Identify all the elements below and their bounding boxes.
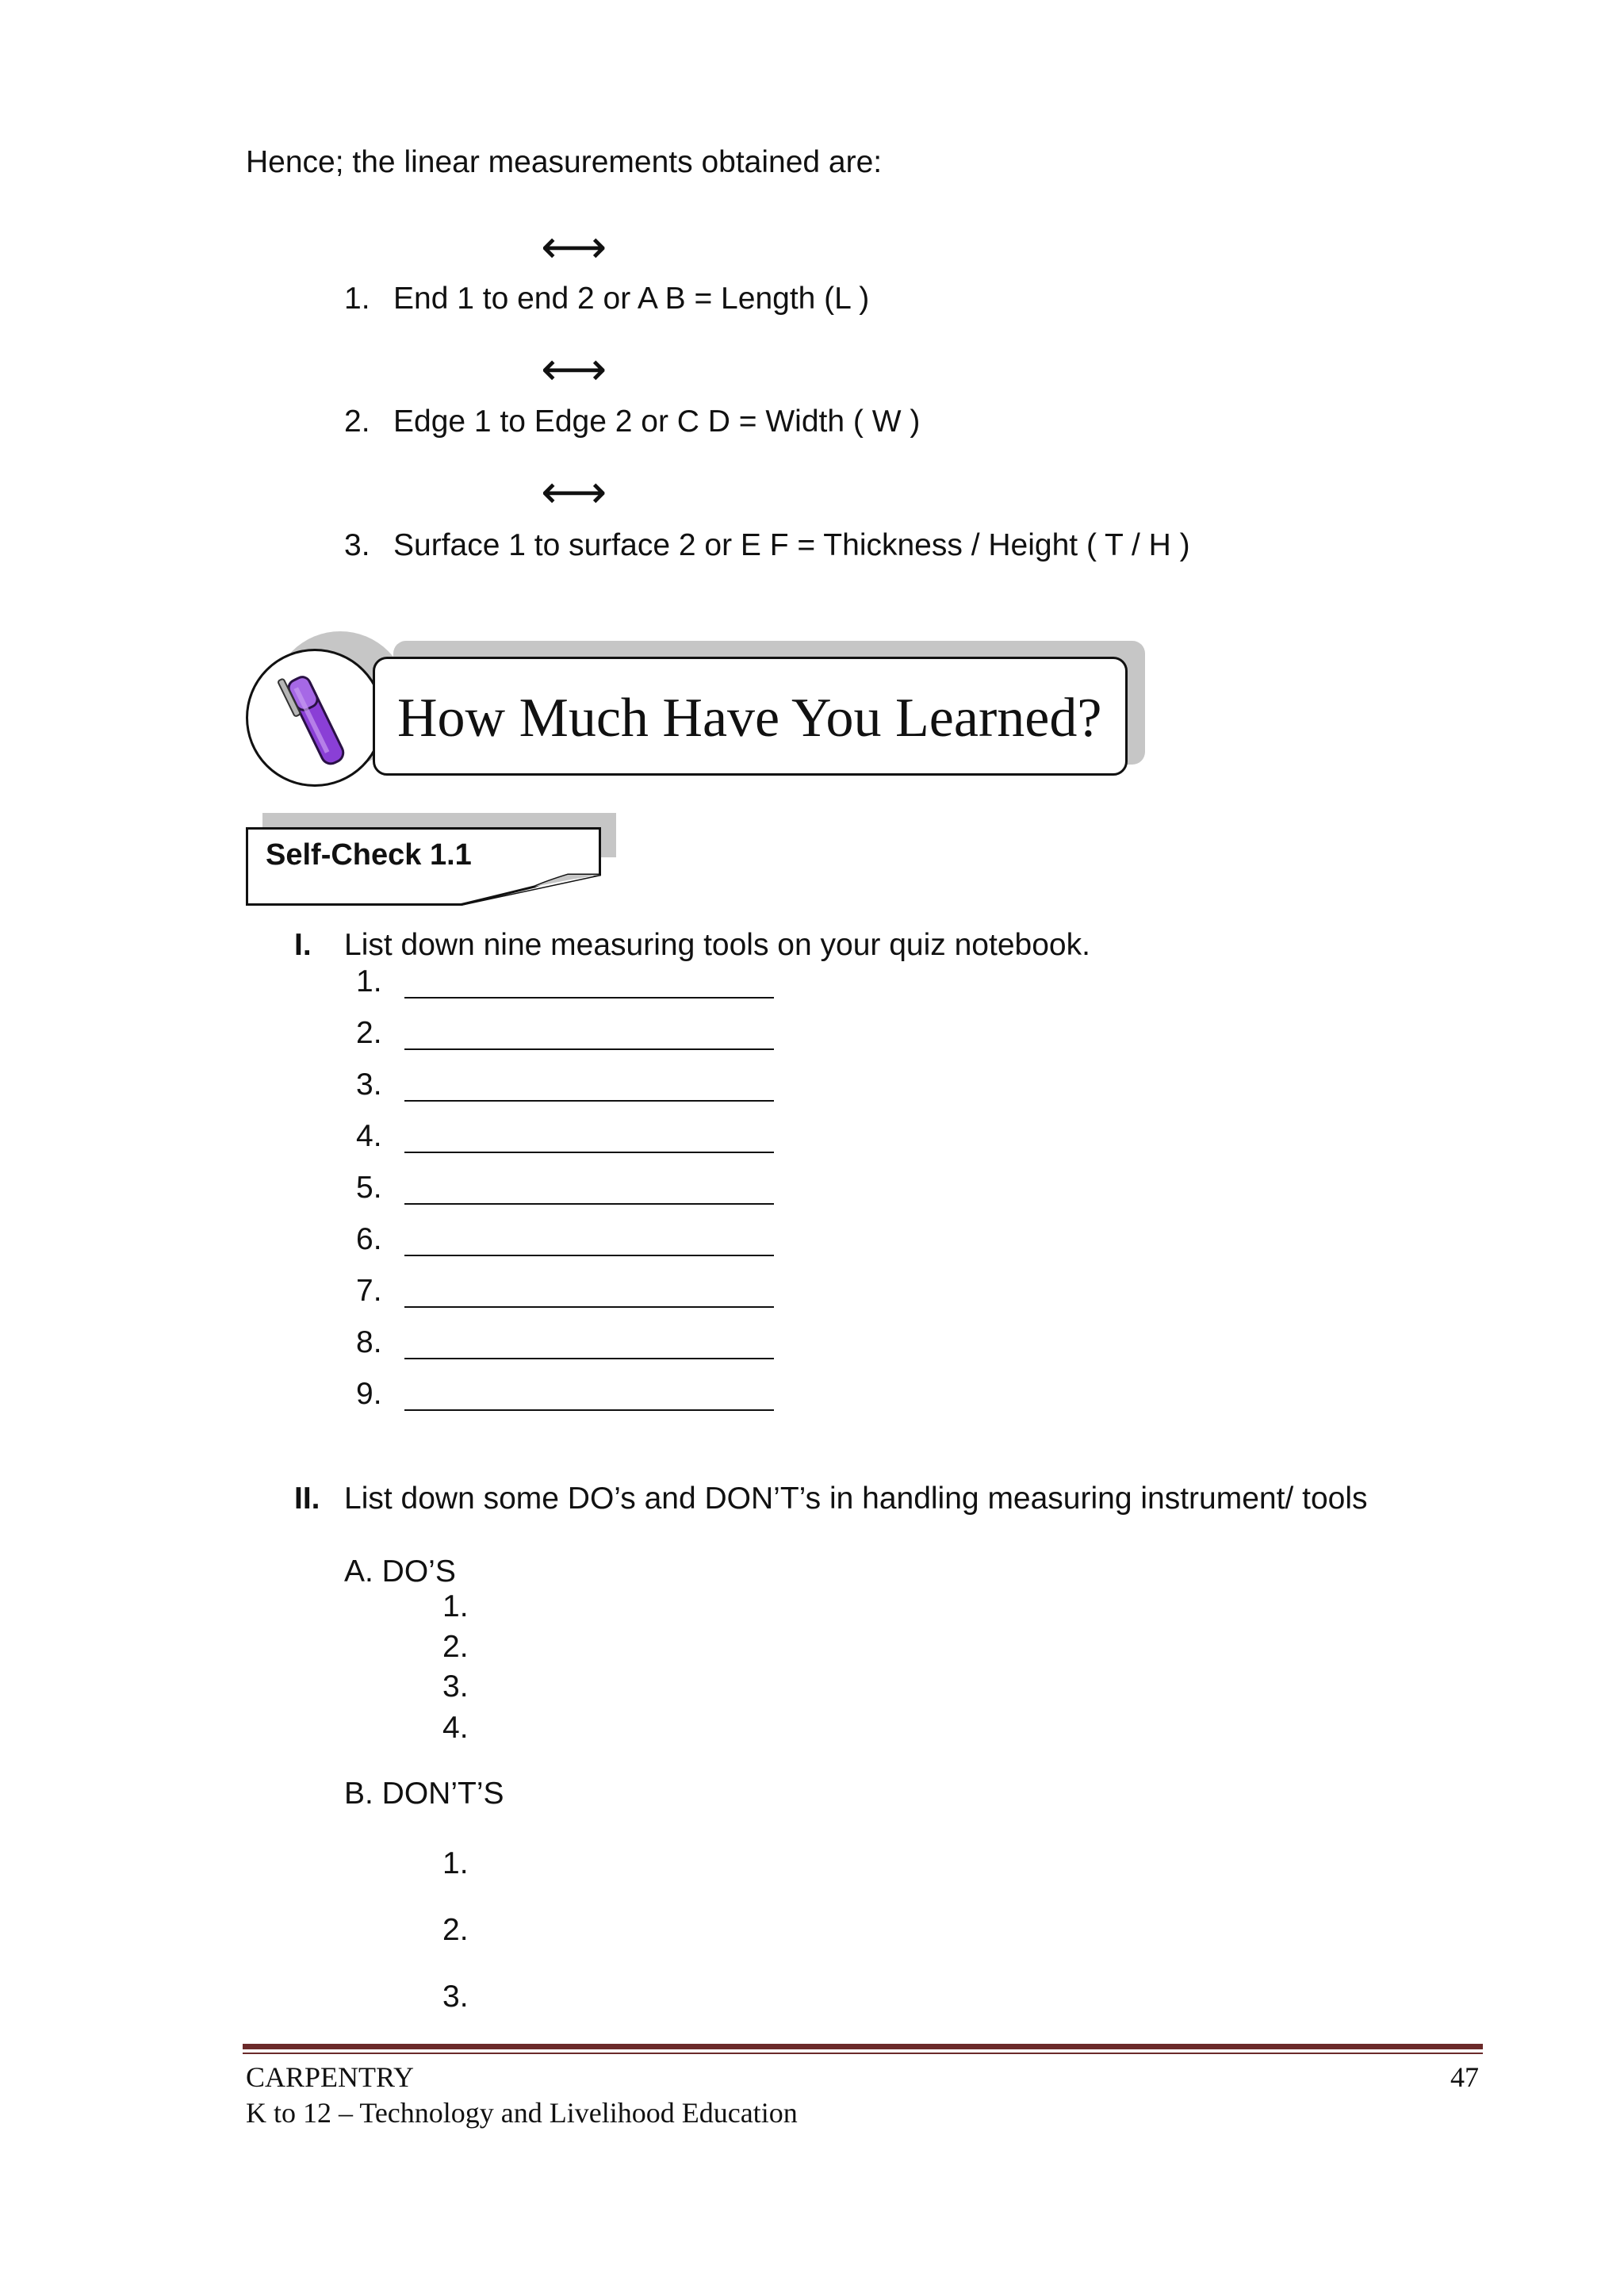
answer-blank[interactable] [404, 1306, 774, 1308]
double-arrow-icon: ⟷ [541, 465, 607, 519]
list-item-number: 7. [356, 1274, 382, 1308]
part-2-roman: II. [294, 1481, 320, 1516]
answer-blank[interactable] [404, 1100, 774, 1102]
dos-item: 2. [442, 1630, 469, 1664]
banner-title-box [373, 657, 1128, 776]
list-item-number: 8. [356, 1325, 382, 1359]
list-item-number: 9. [356, 1377, 382, 1411]
self-check-tab [246, 813, 626, 908]
dos-item: 1. [442, 1589, 469, 1623]
answer-blank[interactable] [404, 1409, 774, 1411]
banner-title: How Much Have You Learned? [397, 688, 1102, 749]
dos-item: 3. [442, 1669, 469, 1704]
answer-blank[interactable] [404, 997, 774, 999]
double-arrow-icon: ⟷ [541, 342, 607, 396]
measurement-width: Edge 1 to Edge 2 or C D = Width ( W ) [393, 404, 921, 439]
part-1-instruction: List down nine measuring tools on your quiz notebook. [344, 928, 1090, 962]
section-banner [238, 627, 1150, 793]
answer-blank[interactable] [404, 1358, 774, 1359]
measurement-thickness: Surface 1 to surface 2 or E F = Thickness / Height ( T / H ) [393, 528, 1190, 562]
dos-item: 4. [442, 1711, 469, 1745]
list-item-number: 1. [356, 964, 382, 999]
list-item-number: 2. [356, 1016, 382, 1050]
donts-item: 2. [442, 1913, 469, 1947]
page-number: 47 [1450, 2061, 1479, 2093]
measurement-length: End 1 to end 2 or A B = Length (L ) [393, 282, 870, 316]
measurement-number: 2. [344, 404, 370, 439]
pen-icon [248, 651, 381, 784]
part-1-roman: I. [294, 928, 312, 962]
intro-text: Hence; the linear measurements obtained are: [246, 145, 883, 179]
dos-heading: A. DO’S [344, 1554, 456, 1589]
answer-blank[interactable] [404, 1255, 774, 1256]
footer-rule-thin [243, 2053, 1483, 2054]
part-2-instruction: List down some DO’s and DON’T’s in handling measuring instrument/ tools [344, 1481, 1368, 1516]
answer-blank[interactable] [404, 1203, 774, 1205]
list-item-number: 3. [356, 1068, 382, 1102]
answer-blank[interactable] [404, 1152, 774, 1153]
donts-item: 3. [442, 1980, 469, 2014]
footer-course: K to 12 – Technology and Livelihood Education [246, 2097, 798, 2129]
footer-subject: CARPENTRY [246, 2061, 415, 2093]
icon-circle [246, 649, 384, 787]
measurement-number: 3. [344, 528, 370, 562]
list-item-number: 4. [356, 1119, 382, 1153]
answer-blank[interactable] [404, 1048, 774, 1050]
double-arrow-icon: ⟷ [541, 220, 607, 274]
donts-heading: B. DON’T’S [344, 1777, 504, 1811]
measurement-number: 1. [344, 282, 370, 316]
footer-rule-thick [243, 2044, 1483, 2049]
donts-item: 1. [442, 1846, 469, 1880]
self-check-label: Self-Check 1.1 [266, 838, 472, 872]
list-item-number: 5. [356, 1171, 382, 1205]
list-item-number: 6. [356, 1222, 382, 1256]
